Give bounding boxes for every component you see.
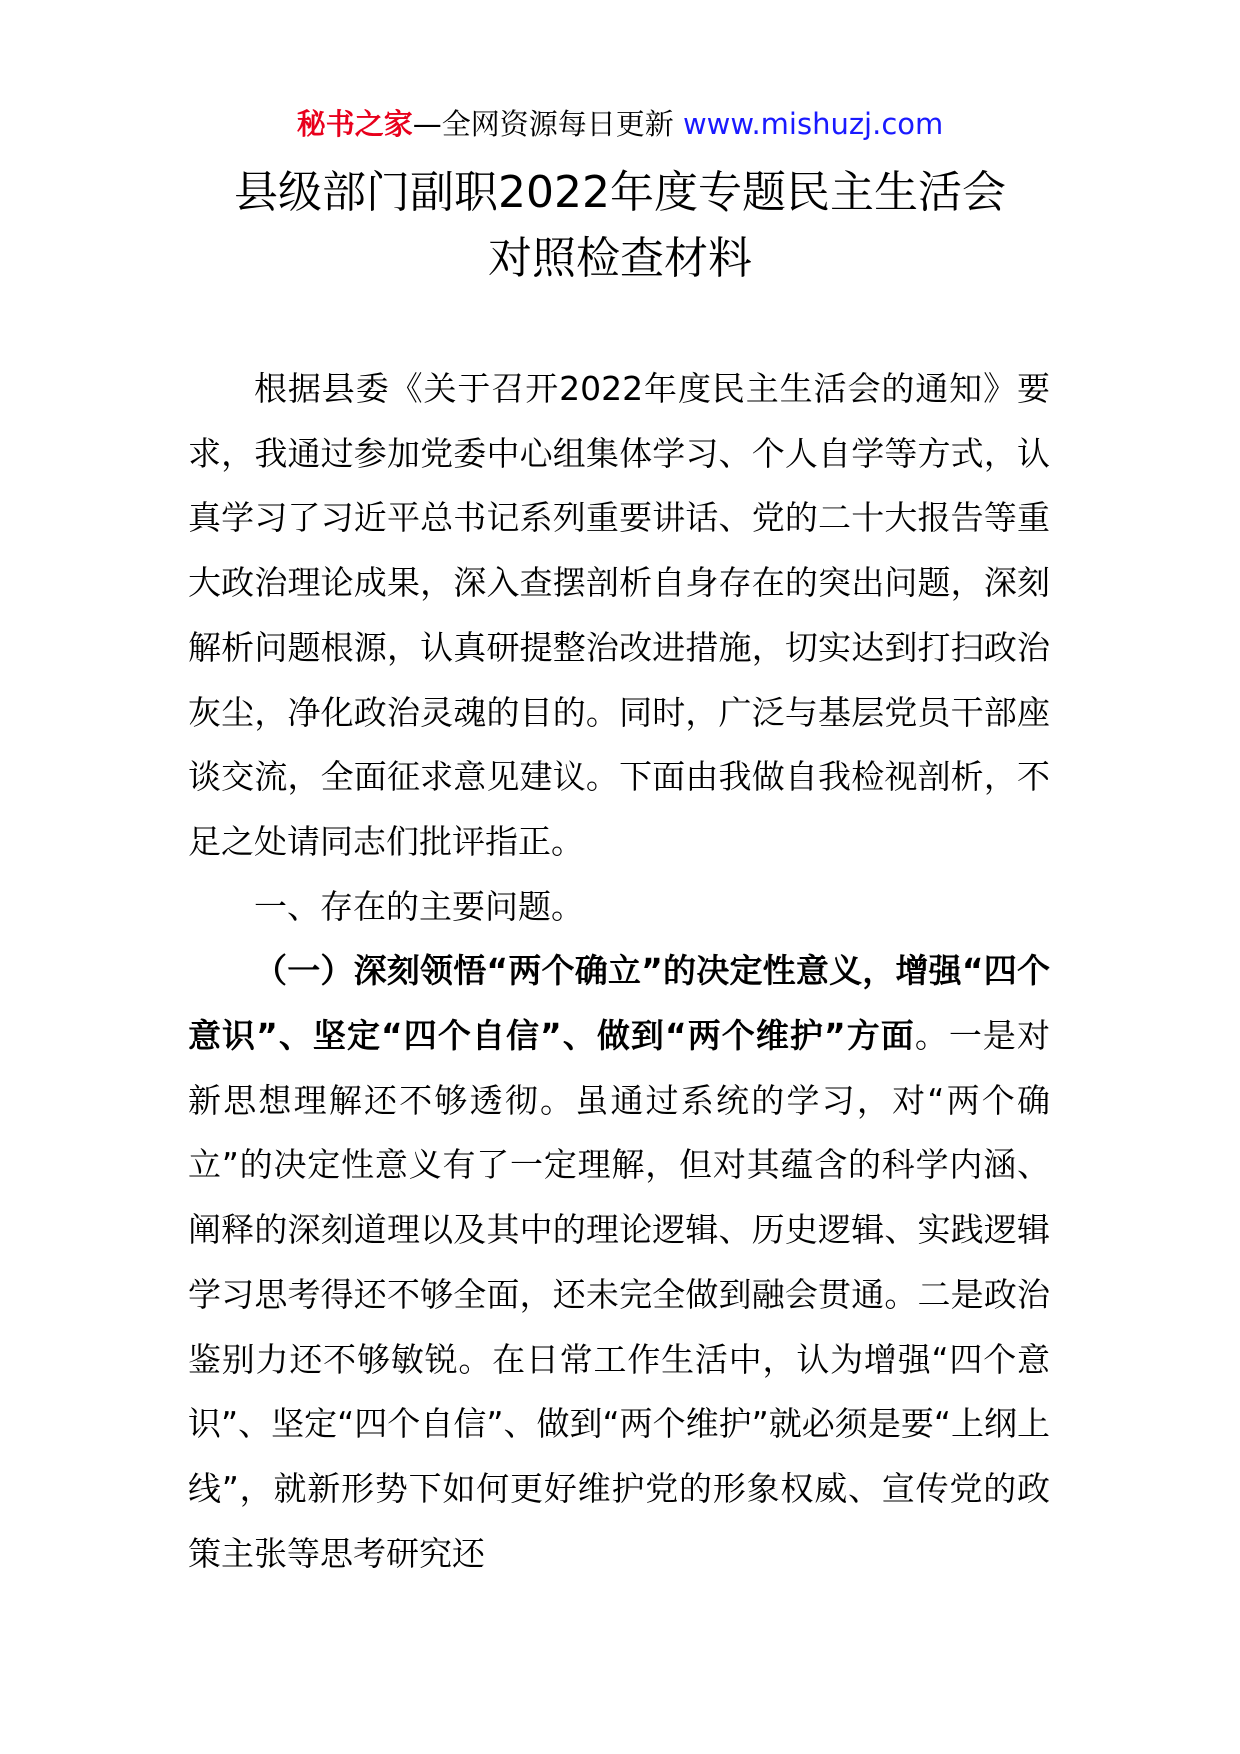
subsection-paragraph [188, 939, 1050, 1586]
site-header [0, 104, 1240, 144]
subsection-heading: （一）深刻领悟“两个确立”的决定性意义，增强“四个意识”、坚定“四个自信”、做到“两个维护”方面 [188, 951, 1050, 1056]
subsection-body: 。一是对新思想理解还不够透彻。虽通过系统的学习，对“两个确立”的决定性意义有了一定理解，但对其蕴含的科学内涵、阐释的深刻道理以及其中的理论逻辑、历史逻辑、实践逻辑学习思考得还不够全面，还未完全做到融会贯通。二是政治鉴别力还不够敏锐。在日常工作生活中，认为增强“四个意识”、坚定“四个自信”、做到“两个维护”就必须是要“上纲上线”，就新形势下如何更好维护党的形象权威、宣传党的政策主张等思考研究还 [188, 1016, 1050, 1573]
site-brand: 秘书之家 [296, 107, 413, 141]
intro-paragraph: 根据县委《关于召开2022年度民主生活会的通知》要求，我通过参加党委中心组集体学习、个人自学等方式，认真学习了习近平总书记系列重要讲话、党的二十大报告等重大政治理论成果，深入查摆剖析自身存在的突出问题，深刻解析问题根源，认真研提整治改进措施，切实达到打扫政治灰尘，净化政治灵魂的目的。同时，广泛与基层党员干部座谈交流，全面征求意见建议。下面由我做自我检视剖析，不足之处请同志们批评指正。 [188, 369, 1050, 861]
document-title-line-1: 县级部门副职2022年度专题民主生活会 [234, 167, 1006, 218]
site-url-link[interactable]: www.mishuzj.com [682, 107, 944, 141]
site-tagline: —全网资源每日更新 [412, 107, 674, 141]
document-body [188, 357, 1050, 1586]
section-heading: 一、存在的主要问题。 [254, 886, 584, 926]
document-title-line-2: 对照检查材料 [488, 233, 752, 284]
